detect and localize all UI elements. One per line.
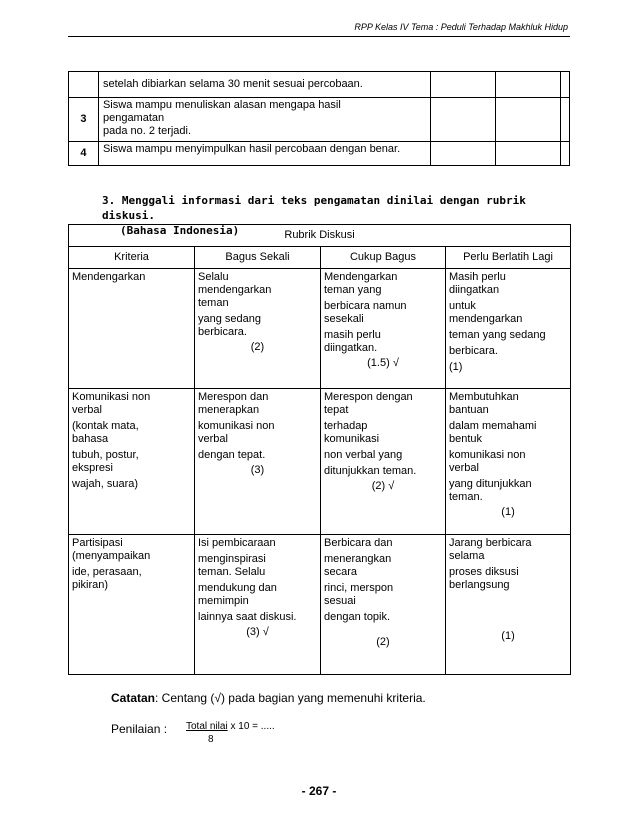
text-line: yang ditunjukkan	[449, 478, 532, 490]
text-line: menerapkan	[198, 404, 260, 416]
header-perlu-berlatih: Perlu Berlatih Lagi	[446, 247, 571, 269]
rubric-row	[69, 269, 571, 389]
text-line: mendengarkan	[198, 284, 272, 296]
text-line: ide, perasaan,	[72, 566, 142, 578]
page-header: RPP Kelas IV Tema : Peduli Terhadap Makhluk Hidup	[354, 22, 568, 32]
text-line: Mendengarkan	[324, 271, 398, 283]
check-cell	[495, 72, 560, 98]
text-line: Siswa mampu menyimpulkan hasil percobaan dengan benar.	[102, 143, 401, 155]
text-line: (kontak mata,	[72, 420, 139, 432]
text-line: teman.	[449, 491, 483, 503]
text-line: (menyampaikan	[72, 550, 151, 562]
text-line: Berbicara dan	[324, 537, 393, 549]
text-line: ditunjukkan teman.	[324, 465, 417, 477]
text-line: bahasa	[72, 433, 109, 445]
score-label: (1)	[501, 506, 515, 518]
text-line: secara	[324, 566, 358, 578]
rubric-row	[69, 389, 571, 535]
text-line: masih perlu	[324, 329, 381, 341]
text-line: bentuk	[449, 433, 483, 445]
text-line: ekspresi	[72, 462, 113, 474]
cukup-cell	[321, 269, 446, 389]
section-subtitle: (Bahasa Indonesia)	[120, 224, 240, 237]
rubric-row	[69, 535, 571, 675]
rubric-caption: Rubrik Diskusi	[69, 225, 571, 247]
page-number: - 267 -	[301, 784, 337, 798]
score-label: (1)	[501, 630, 515, 642]
check-cell	[495, 142, 560, 166]
text-line: yang sedang	[198, 313, 261, 325]
perlu-cell	[446, 269, 571, 389]
text-line: Membutuhkan	[449, 391, 519, 403]
text-line: teman	[198, 297, 229, 309]
criteria-cell	[69, 389, 195, 535]
rubric-header-row	[69, 247, 571, 269]
text-line: lainnya saat diskusi.	[198, 611, 297, 623]
text-line: selama	[449, 550, 485, 562]
indicator-table	[68, 71, 570, 166]
row-number	[69, 72, 99, 98]
text-line: Selalu	[198, 271, 229, 283]
header-cukup-bagus: Cukup Bagus	[321, 247, 446, 269]
text-line: Isi pembicaraan	[198, 537, 276, 549]
score-label: (3)	[250, 464, 265, 476]
score-label: (3) √	[246, 626, 269, 638]
text-line: teman. Selalu	[198, 566, 266, 578]
check-cell	[561, 142, 570, 166]
check-cell	[430, 98, 495, 142]
text-line: menerangkan	[324, 553, 392, 565]
score-label: (2) √	[371, 480, 395, 492]
text-line: terhadap	[324, 420, 368, 432]
bagus-cell	[195, 389, 321, 535]
text-line: teman yang sedang	[449, 329, 546, 341]
text-line: dengan tepat.	[198, 449, 266, 461]
text-line: non verbal yang	[324, 449, 403, 461]
formula-denominator: 8	[208, 734, 214, 745]
text-line: tubuh, postur,	[72, 449, 139, 461]
text-line: setelah dibiarkan selama 30 menit sesuai percobaan.	[102, 78, 363, 90]
text-line: Komunikasi non	[72, 391, 151, 403]
text-line: Merespon dengan	[324, 391, 413, 403]
text-line: bantuan	[449, 404, 489, 416]
text-line: komunikasi	[324, 433, 380, 445]
formula-rest: x 10 = .....	[227, 721, 275, 732]
text-line: wajah, suara)	[72, 478, 139, 490]
text-line: dalam memahami	[449, 420, 537, 432]
text-line: sesekali	[324, 313, 364, 325]
text-line: menginspirasi	[198, 553, 266, 565]
indicator-text	[98, 142, 430, 166]
check-cell	[430, 142, 495, 166]
perlu-cell	[446, 535, 571, 675]
text-line: diingatkan.	[324, 342, 378, 354]
check-cell	[561, 98, 570, 142]
text-line: verbal	[72, 404, 102, 416]
indicator-text	[98, 98, 430, 142]
text-line: berbicara.	[449, 345, 498, 357]
text-line: mendengarkan	[449, 313, 523, 325]
table-row	[69, 72, 570, 98]
text-line: Partisipasi	[72, 537, 123, 549]
text-line: dengan topik.	[324, 611, 391, 623]
text-line: tepat	[324, 404, 349, 416]
check-cell	[561, 72, 570, 98]
perlu-cell	[446, 389, 571, 535]
header-bagus-sekali: Bagus Sekali	[195, 247, 321, 269]
note-text: : Centang (√) pada bagian yang memenuhi kriteria.	[155, 691, 426, 705]
text-line: sesuai	[324, 595, 356, 607]
bagus-cell	[195, 535, 321, 675]
header-rule	[68, 36, 570, 37]
text-line: verbal	[198, 433, 228, 445]
text-line: Jarang berbicara	[449, 537, 532, 549]
text-line: untuk	[449, 300, 476, 312]
text-line: berbicara.	[198, 326, 247, 338]
section-title-line: 3. Menggali informasi dari teks pengamatan dinilai dengan rubrik diskusi.	[102, 194, 526, 222]
text-line: pengamatan	[102, 112, 165, 124]
text-line: pada no. 2 terjadi.	[102, 125, 192, 137]
text-line: Siswa mampu menuliskan alasan mengapa hasil	[102, 99, 341, 111]
rubric-table	[68, 224, 571, 675]
cukup-cell	[321, 535, 446, 675]
rubric-caption-row	[69, 225, 571, 247]
text-line: berlangsung	[449, 579, 510, 591]
formula	[186, 721, 275, 732]
check-cell	[430, 72, 495, 98]
bagus-cell	[195, 269, 321, 389]
row-number: 3	[69, 98, 99, 142]
text-line: pikiran)	[72, 579, 109, 591]
formula-numerator: Total nilai	[186, 721, 228, 732]
text-line: verbal	[449, 462, 479, 474]
score-label: (1)	[449, 361, 463, 373]
row-number: 4	[69, 142, 99, 166]
text-line: proses diksusi	[449, 566, 519, 578]
note	[111, 691, 426, 705]
header-kriteria: Kriteria	[69, 247, 195, 269]
text-line: Mendengarkan	[72, 271, 146, 283]
text-line: berbicara namun	[324, 300, 407, 312]
formula-label: Penilaian :	[111, 722, 168, 736]
table-row	[69, 98, 570, 142]
text-line: diingatkan	[449, 284, 500, 296]
text-line: mendukung dan	[198, 582, 277, 594]
score-label: (1.5) √	[367, 357, 399, 369]
text-line: memimpin	[198, 595, 249, 607]
text-line: komunikasi non	[198, 420, 275, 432]
text-line: Merespon dan	[198, 391, 269, 403]
score-label: (2)	[376, 636, 390, 648]
score-label: (2)	[250, 341, 265, 353]
cukup-cell	[321, 389, 446, 535]
text-line: Masih perlu	[449, 271, 506, 283]
text-line: rinci, merspon	[324, 582, 394, 594]
criteria-cell	[69, 269, 195, 389]
text-line: teman yang	[324, 284, 382, 296]
note-label: Catatan	[111, 691, 156, 705]
check-cell	[495, 98, 560, 142]
criteria-cell	[69, 535, 195, 675]
text-line: komunikasi non	[449, 449, 526, 461]
indicator-text	[98, 72, 430, 98]
table-row	[69, 142, 570, 166]
